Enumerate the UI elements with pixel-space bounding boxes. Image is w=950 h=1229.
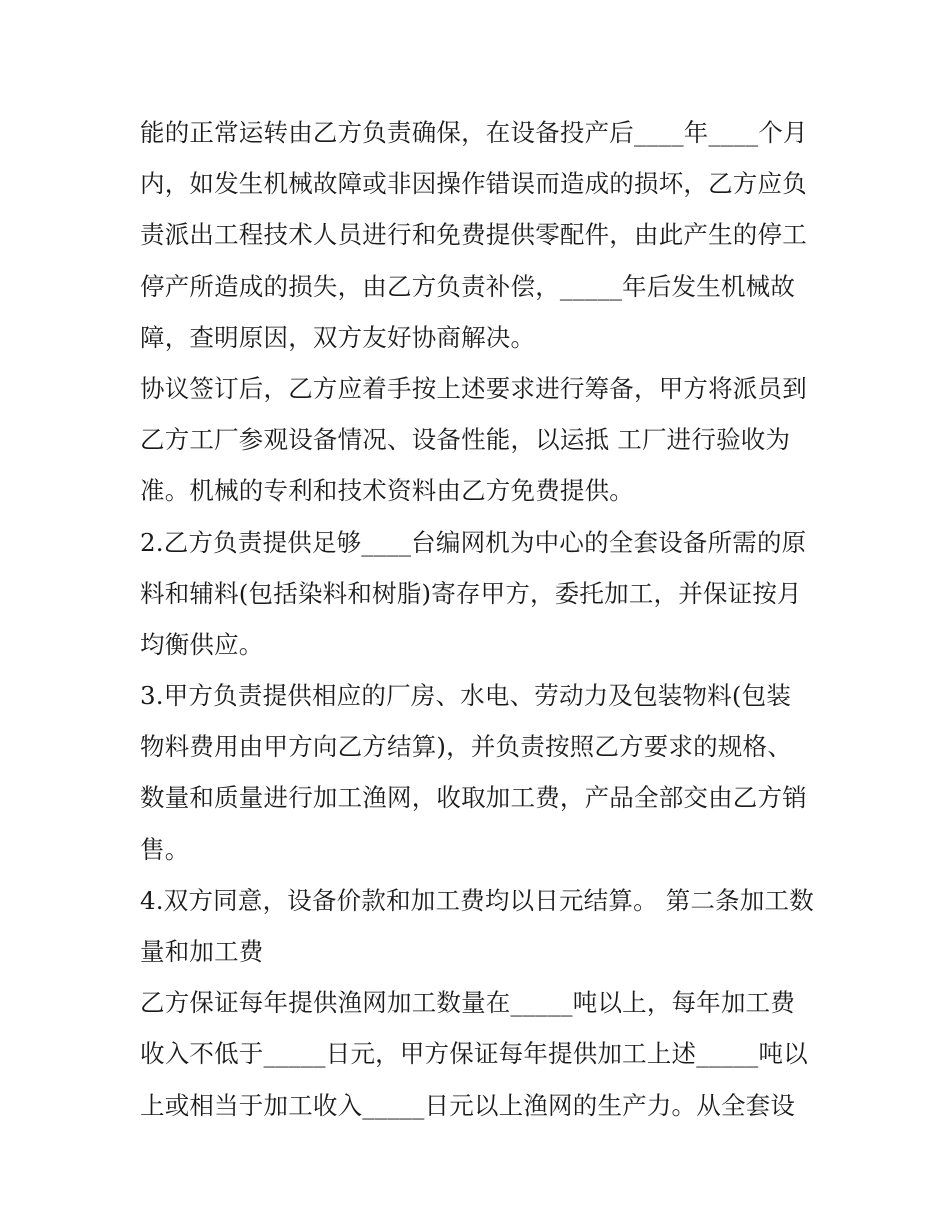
text-line: 4.双方同意，设备价款和加工费均以日元结算。 第二条加工数 — [140, 885, 814, 915]
text-line: 停产所造成的损失，由乙方负责补偿，_____年后发生机械故 — [140, 271, 796, 301]
text-line: 乙方工厂参观设备情况、设备性能，以运抵 工厂进行验收为 — [140, 425, 791, 455]
text-line: 3.甲方负责提供相应的厂房、水电、劳动力及包装物料(包装 — [140, 681, 792, 711]
text-line: 责派出工程技术人员进行和免费提供零配件，由此产生的停工 — [140, 220, 807, 250]
text-line: 物料费用由甲方向乙方结算)，并负责按照乙方要求的规格、 — [140, 732, 792, 762]
text-line: 2.乙方负责提供足够____台编网机为中心的全套设备所需的原 — [140, 527, 807, 557]
text-line: 乙方保证每年提供渔网加工数量在_____吨以上，每年加工费 — [140, 988, 796, 1018]
text-line: 能的正常运转由乙方负责确保，在设备投产后____年____个月 — [140, 118, 808, 147]
text-line: 量和加工费 — [140, 937, 264, 966]
text-line: 上或相当于加工收入_____日元以上渔网的生产力。从全套设 — [140, 1090, 796, 1120]
text-line: 内，如发生机械故障或非因操作错误而造成的损坏，乙方应负 — [140, 169, 807, 199]
text-line: 料和辅料(包括染料和树脂)寄存甲方，委托加工，并保证按月 — [140, 578, 802, 608]
text-line: 数量和质量进行加工渔网，收取加工费，产品全部交由乙方销 — [140, 783, 807, 813]
contract-body-text — [140, 107, 820, 1131]
text-line: 准。机械的专利和技术资料由乙方免费提供。 — [140, 476, 634, 506]
text-line: 障，查明原因，双方友好协商解决。 — [140, 322, 536, 352]
text-line: 售。 — [140, 834, 190, 864]
text-line: 收入不低于_____日元，甲方保证每年提供加工上述_____吨以 — [140, 1039, 808, 1069]
text-line: 均衡供应。 — [140, 629, 264, 659]
text-line: 协议签订后，乙方应着手按上述要求进行筹备，甲方将派员到 — [140, 373, 807, 403]
